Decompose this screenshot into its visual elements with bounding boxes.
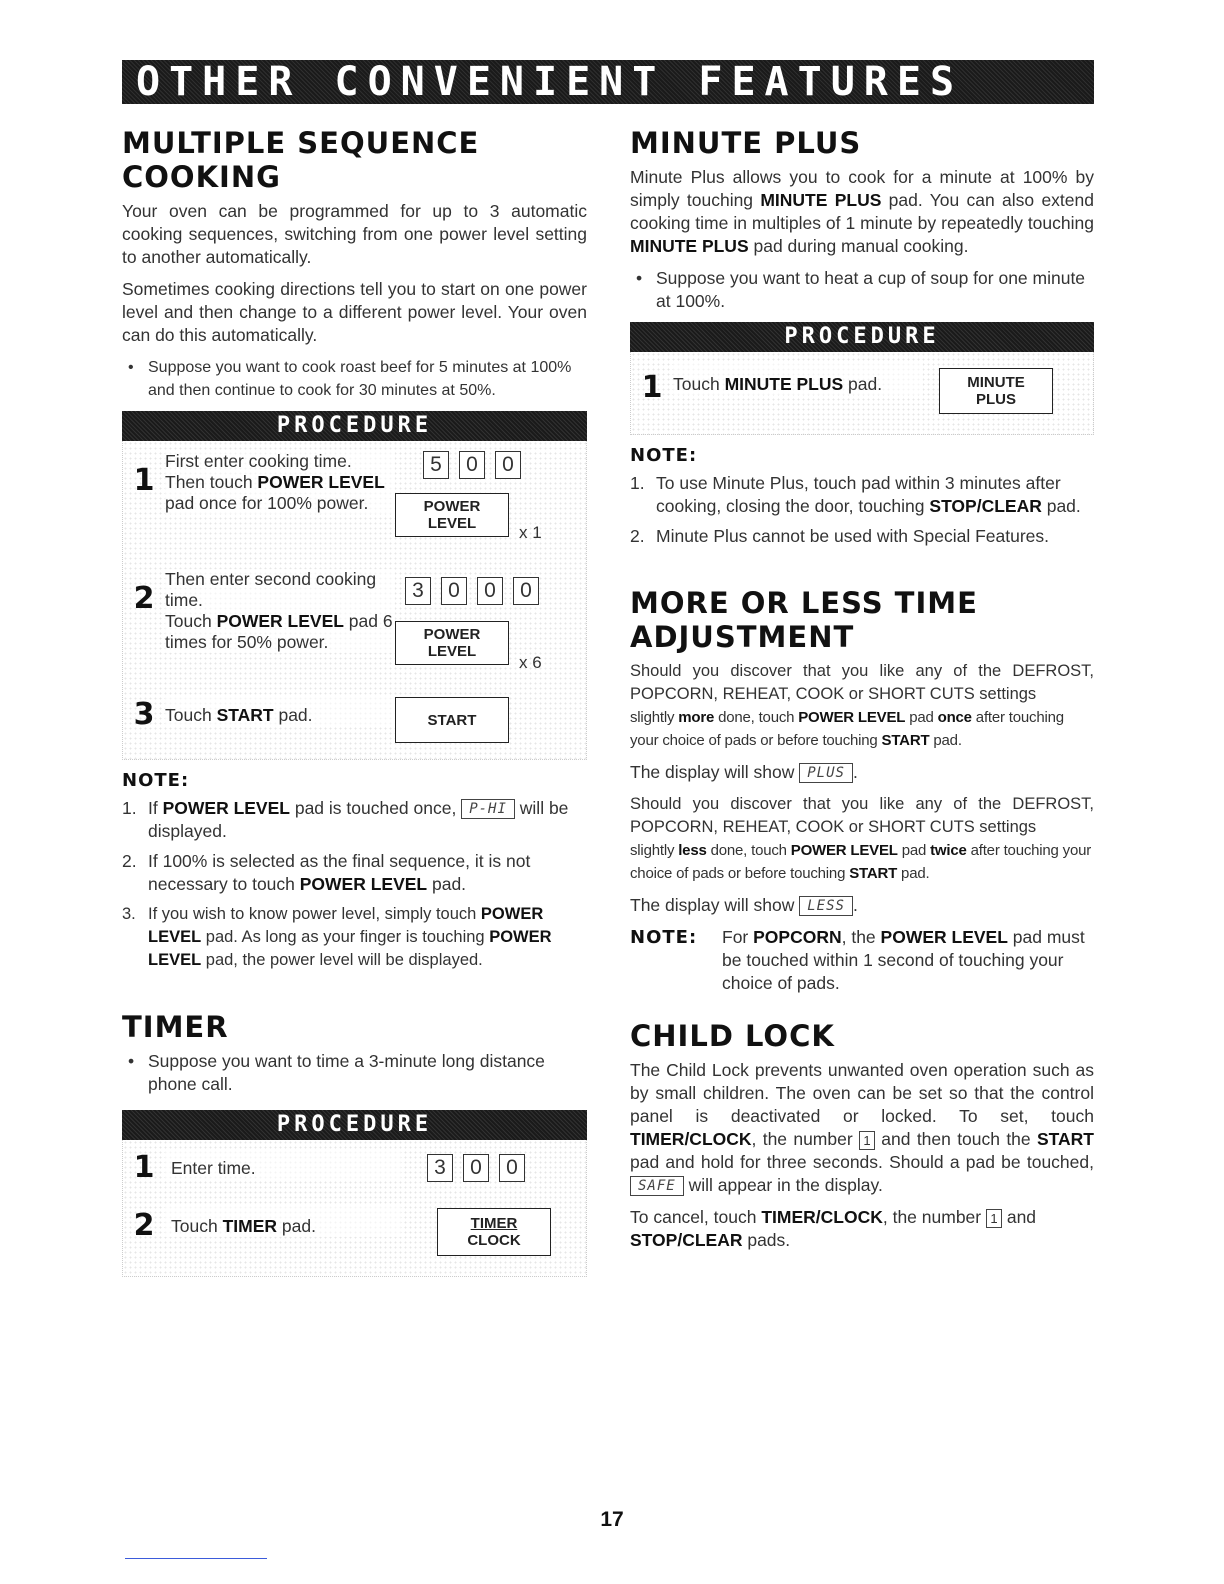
timer-procedure	[122, 1140, 587, 1277]
left-column	[122, 120, 587, 1277]
note-item: 1. To use Minute Plus, touch pad within 3 minutes after cooking, closing the door, touching STOP/CLEAR pad.	[630, 473, 1081, 516]
procedure-step-2	[123, 565, 586, 691]
timer-clock-pad: TIMER CLOCK	[437, 1208, 551, 1256]
procedure-step-2	[123, 1200, 586, 1272]
banner-title: OTHER CONVENIENT FEATURES	[136, 60, 964, 104]
page-number: 17	[600, 1508, 624, 1531]
right-column	[630, 120, 1094, 1261]
multiple-procedure	[122, 441, 587, 760]
footer-rule	[125, 1558, 267, 1559]
digit-pad: 5	[423, 451, 449, 479]
display-readout: LESS	[799, 896, 853, 916]
note-item: 2. If 100% is selected as the final sequence, it is not necessary to touch POWER LEVEL pad.	[122, 851, 531, 894]
step-text: Touch TIMER pad.	[165, 1204, 401, 1237]
more-less-note: NOTE: For POPCORN, the POWER LEVEL pad must be touched within 1 second of touching your choice of pads.	[630, 927, 1085, 993]
multiple-bullet: • Suppose you want to cook roast beef for 5 minutes at 100% and then continue to cook for 30 minutes at 50%.	[122, 356, 587, 402]
note-label: NOTE:	[122, 770, 190, 791]
section-banner	[122, 60, 1094, 104]
more-less-para-2b: slightly less done, touch POWER LEVEL pad twice after touching your choice of pads or before touching START pad.	[630, 842, 1092, 882]
step-text: Then enter second cooking time. Touch POWER LEVEL pad 6 times for 50% power.	[165, 569, 395, 653]
more-less-heading: MORE OR LESS TIME ADJUSTMENT	[630, 586, 978, 654]
step-number: 1	[641, 370, 663, 405]
procedure-step-1	[123, 447, 586, 565]
note-label: NOTE:	[630, 927, 698, 948]
number-pad: 1	[859, 1131, 875, 1150]
digit-pad: 0	[495, 451, 521, 479]
display-readout: PLUS	[799, 763, 853, 783]
digit-display	[405, 577, 539, 605]
step-number: 3	[133, 697, 155, 732]
minute-procedure	[630, 352, 1094, 435]
more-less-para-2: Should you discover that you like any of the DEFROST, POPCORN, REHEAT, COOK or SHORT CUTS settings	[630, 795, 1094, 836]
minute-para: Minute Plus allows you to cook for a minute at 100% by simply touching MINUTE PLUS pad. You can also extend cooking time in multiples of 1 minute by repeatedly touching MINUTE PLUS pad during manual cooking.	[630, 167, 1094, 256]
procedure-step-3	[123, 691, 586, 755]
step-number: 1	[133, 1150, 155, 1185]
procedure-bar: PROCEDURE	[122, 1110, 587, 1140]
display-plus-line: The display will show PLUS .	[630, 762, 858, 782]
digit-pad: 0	[513, 577, 539, 605]
procedure-bar: PROCEDURE	[630, 322, 1094, 352]
press-count: x 6	[519, 653, 542, 672]
multiple-para-2: Sometimes cooking directions tell you to start on one power level and then change to a different power level. Your oven can do this automatically.	[122, 279, 587, 345]
display-less-line: The display will show LESS .	[630, 895, 858, 915]
digit-display	[427, 1154, 525, 1182]
display-readout: P-HI	[461, 799, 515, 819]
minute-plus-pad: MINUTE PLUS	[939, 368, 1053, 414]
display-readout: SAFE	[630, 1176, 684, 1196]
power-level-pad: POWER LEVEL	[395, 621, 509, 665]
child-lock-heading: CHILD LOCK	[630, 1019, 835, 1053]
press-count: x 1	[519, 523, 542, 542]
procedure-step-1	[631, 358, 1093, 430]
step-text: First enter cooking time. Then touch POWER LEVEL pad once for 100% power.	[165, 451, 395, 514]
digit-pad: 0	[463, 1154, 489, 1182]
digit-pad: 0	[459, 451, 485, 479]
note-item: 2. Minute Plus cannot be used with Special Features.	[630, 526, 1049, 546]
child-lock-para-1: The Child Lock prevents unwanted oven operation such as by small children. The oven can be set so that the control panel is deactivated or locked. To set, touch TIMER/CLOCK, the number 1 and then touch the START pad and hold for three seconds. Should a pad be touched, SAFE will appear in the display.	[630, 1060, 1094, 1195]
number-pad: 1	[986, 1209, 1002, 1228]
digit-pad: 3	[427, 1154, 453, 1182]
power-level-pad: POWER LEVEL	[395, 493, 509, 537]
multiple-para-1: Your oven can be programmed for up to 3 automatic cooking sequences, switching from one power level setting to another automatically.	[122, 201, 587, 267]
minute-bullet: • Suppose you want to heat a cup of soup for one minute at 100%.	[630, 267, 1094, 313]
digit-pad: 0	[499, 1154, 525, 1182]
more-less-para-1b: slightly more done, touch POWER LEVEL pad once after touching your choice of pads or before touching START pad.	[630, 709, 1064, 749]
step-number: 2	[133, 581, 155, 616]
note-label: NOTE:	[630, 445, 698, 466]
multiple-notes	[122, 797, 587, 972]
step-text: Enter time.	[165, 1150, 401, 1179]
step-number: 2	[133, 1208, 155, 1243]
step-number: 1	[133, 463, 155, 498]
child-lock-para-2: To cancel, touch TIMER/CLOCK, the number 1 and STOP/CLEAR pads.	[630, 1207, 1037, 1250]
digit-display	[423, 451, 521, 479]
procedure-step-1	[123, 1146, 586, 1200]
note-item: 3. If you wish to know power level, simply touch POWER LEVEL pad. As long as your finger is touching POWER LEVEL pad, the power level will be displayed.	[122, 905, 552, 969]
multiple-sequence-heading: MULTIPLE SEQUENCE COOKING	[122, 126, 480, 194]
digit-pad: 0	[477, 577, 503, 605]
procedure-bar: PROCEDURE	[122, 411, 587, 441]
minute-plus-heading: MINUTE PLUS	[630, 126, 862, 160]
digit-pad: 3	[405, 577, 431, 605]
start-pad: START	[395, 697, 509, 743]
more-less-para-1: Should you discover that you like any of the DEFROST, POPCORN, REHEAT, COOK or SHORT CUTS settings	[630, 662, 1094, 703]
note-item: 1. If POWER LEVEL pad is touched once, P-HI will be displayed.	[122, 798, 569, 841]
timer-bullet: • Suppose you want to time a 3-minute long distance phone call.	[122, 1050, 587, 1096]
step-text: Touch MINUTE PLUS pad.	[673, 362, 923, 395]
step-text: Touch START pad.	[165, 695, 395, 726]
minute-notes	[630, 472, 1094, 548]
digit-pad: 0	[441, 577, 467, 605]
timer-heading: TIMER	[122, 1010, 229, 1044]
